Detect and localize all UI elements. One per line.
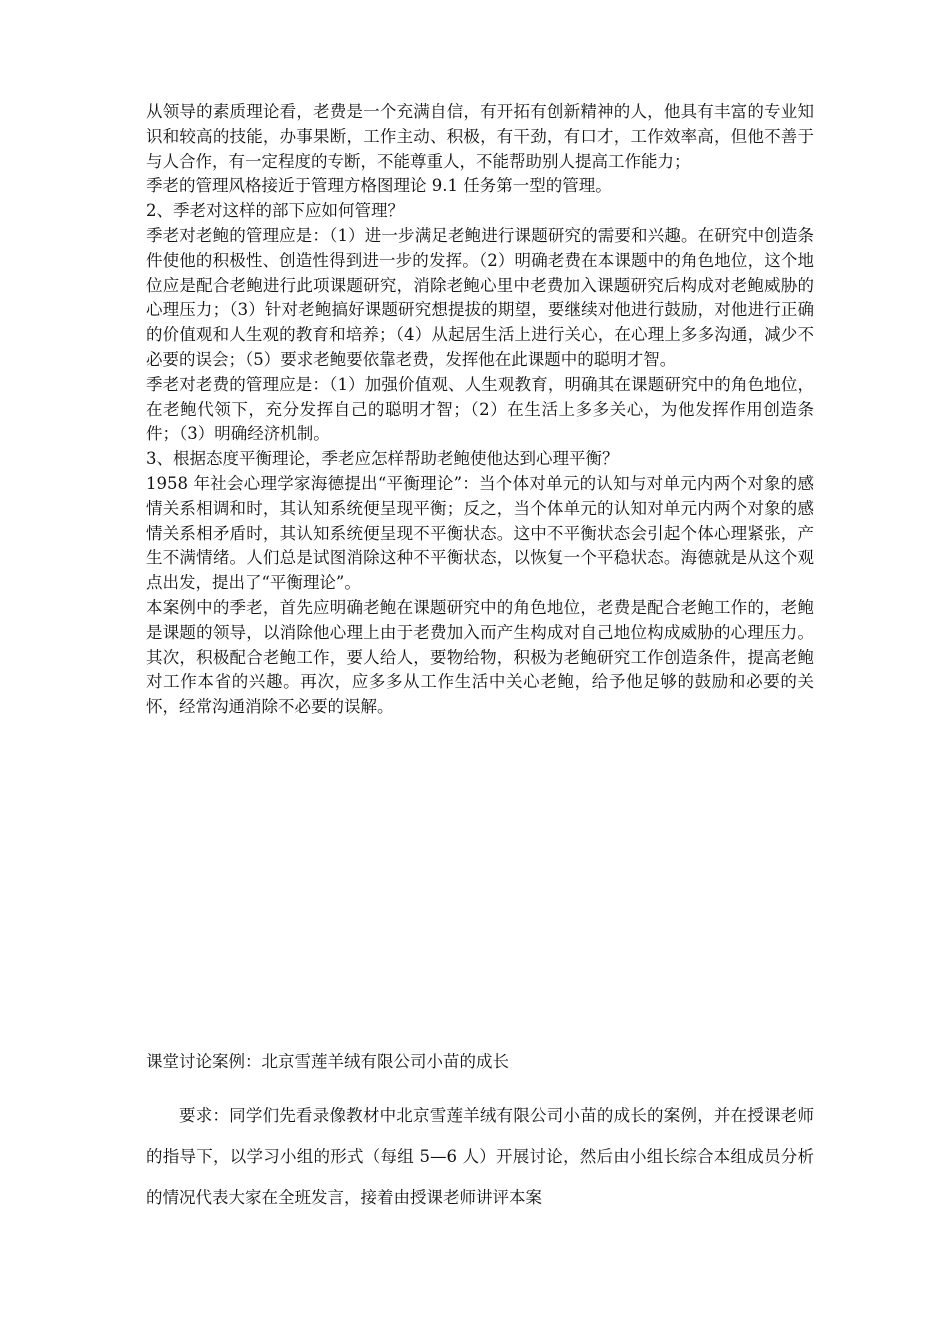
question-2-heading: 2、季老对这样的部下应如何管理？ — [146, 201, 404, 221]
paragraph-management-style: 季老的管理风格接近于管理方格图理论 9.1 任务第一型的管理。 — [146, 176, 612, 196]
discussion-case-title: 课堂讨论案例：北京雪莲羊绒有限公司小苗的成长 — [146, 1052, 509, 1071]
discussion-requirements: 要求：同学们先看录像教材中北京雪莲羊绒有限公司小苗的成长的案例，并在授课老师的指导下，以学习小组的形式（每组 5—6 人）开展讨论，然后由小组长综合本组成员分析的情况代表大家在全班发言，接着由授课老师讲评本案 — [146, 1106, 814, 1207]
question-3-heading: 3、根据态度平衡理论，季老应怎样帮助老鲍使他达到心理平衡？ — [146, 449, 619, 469]
paragraph-balance-theory: 1958 年社会心理学家海德提出“平衡理论”：当个体对单元的认知与对单元内两个对象的感情关系相调和时，其认知系统便呈现平衡；反之，当个体单元的认知对单元内两个对象的感情关系相矛盾时，其认知系统便呈现不平衡状态。这中不平衡状态会引起个体心理紧张，产生不满情绪。人们总是试图消除这种不平衡状态，以恢复一个平稳状态。海德就是从这个观点出发，提出了“平衡理论”。 — [146, 473, 814, 593]
case-analysis-section — [146, 100, 814, 720]
paragraph-manage-lao-bao: 季老对老鲍的管理应是：（1）进一步满足老鲍进行课题研究的需要和兴趣。在研究中创造条件使他的积极性、创造性得到进一步的发挥。（2）明确老费在本课题中的角色地位，这个地位应是配合老鲍进行此项课题研究，消除老鲍心里中老费加入课题研究后构成对老鲍威胁的心理压力；（3）针对老鲍搞好课题研究想提拔的期望，要继续对他进行鼓励，对他进行正确的价值观和人生观的教育和培养；（4）从起居生活上进行关心，在心理上多多沟通，减少不必要的误会；（5）要求老鲍要依靠老费，发挥他在此课题中的聪明才智。 — [146, 225, 814, 369]
paragraph-leadership-quality: 从领导的素质理论看，老费是一个充满自信，有开拓有创新精神的人，他具有丰富的专业知识和较高的技能，办事果断，工作主动、积极，有干劲，有口才，工作效率高，但他不善于与人合作，有一定程度的专断，不能尊重人，不能帮助别人提高工作能力； — [146, 102, 814, 171]
paragraph-case-application: 本案例中的季老，首先应明确老鲍在课题研究中的角色地位，老费是配合老鲍工作的，老鲍是课题的领导，以消除他心理上由于老费加入而产生构成对自己地位构成威胁的心理压力。其次，积极配合老鲍工作，要人给人，要物给物，积极为老鲍研究工作创造条件，提高老鲍对工作本省的兴趣。再次，应多多从工作生活中关心老鲍，给予他足够的鼓励和必要的关怀，经常沟通消除不必要的误解。 — [146, 597, 814, 717]
paragraph-manage-lao-fei: 季老对老费的管理应是：（1）加强价值观、人生观教育，明确其在课题研究中的角色地位，在老鲍代领下，充分发挥自己的聪明才智；（2）在生活上多多关心，为他发挥作用创造条件；（3）明确经济机制。 — [146, 374, 814, 444]
